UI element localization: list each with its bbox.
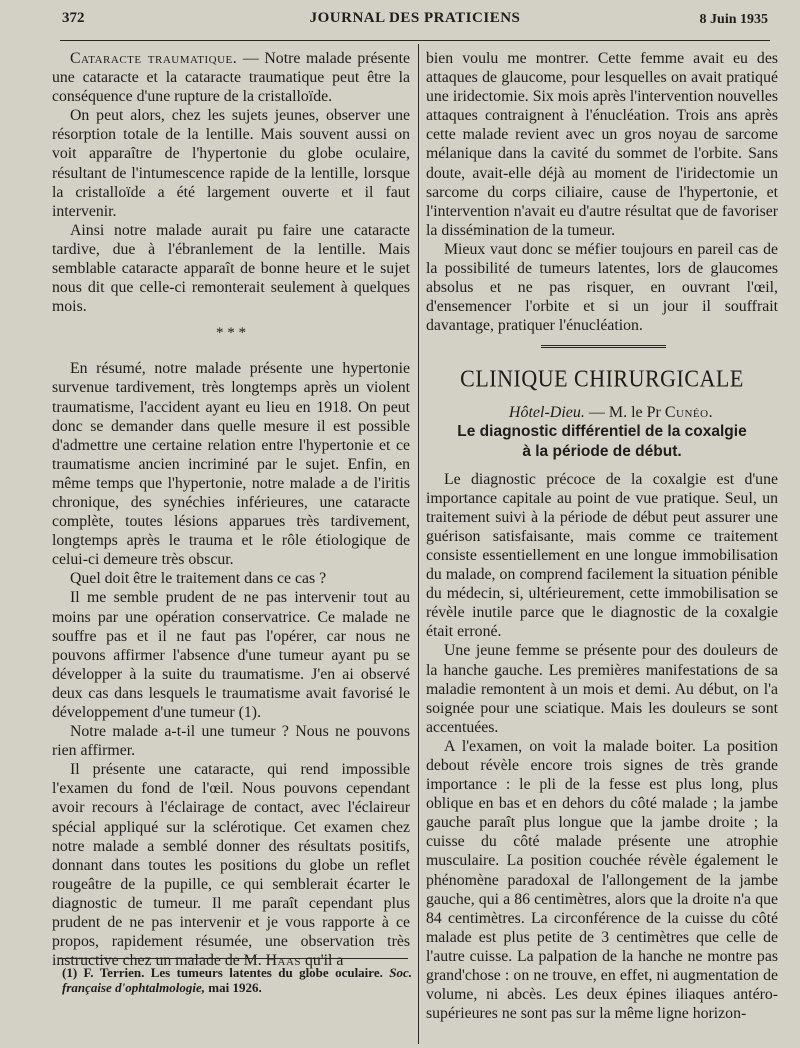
header-rule (60, 40, 770, 41)
issue-date: 8 Juin 1935 (699, 12, 768, 27)
paragraph: Cataracte traumatique. — Notre malade présente une cataracte et la cataracte traumatique peut être la conséquence d'une rupture de la cristalloïde. (52, 50, 410, 106)
lecture-title: Le diagnostic différentiel de la coxalgie à la période de début. (457, 422, 747, 460)
paragraph: En résumé, notre malade présente une hypertonie survenue tardivement, très longtemps après un violent traumatisme, l'accident ayant eu lieu en 1918. On peut donc se demander dans quelle mesure il est possible d'admettre une certaine relation entre l'hypertonie et ce traumatisme ancien incriminé par le sujet. Enfin, en même temps que l'hypertonie, notre malade a de l'iritis chronique, des synéchies inférieures, une cataracte complète, toutes lésions apparues très tardivement, longtemps après le trauma et le rôle étiologique de celui-ci demeure très obscur. (52, 360, 410, 569)
paragraph: bien voulu me montrer. Cette femme avait eu des attaques de glaucome, pour lesquelles on avait pratiqué une iridectomie. Six mois après l'intervention nouvelles attaques contraignent à l'énucléation. Trois ans après cette malade revient avec un gros noyau de sarcome mélanique dans la cavité du sommet de l'orbite. Sans doute, avait-elle déjà au moment de l'iridectomie un sarcome du corps ciliaire, cause de l'hypertonie, et l'intervention n'avait eu d'autre résultat que de favoriser la dissémination de la tumeur. (426, 50, 778, 239)
byline: Hôtel-Dieu. — M. le Pr Cunéo. (508, 403, 714, 421)
running-header (62, 10, 768, 36)
paragraph-heading: Cataracte traumatique. (70, 50, 238, 67)
paragraph: Il présente une cataracte, qui rend impossible l'examen du fond de l'œil. Nous pouvons cependant avoir recours à l'éclairage de contact, avec l'éclaireur spécial appliqué sur la sclérotique. Cet examen chez notre malade a semblé donner des résultats positifs, donnant dans toutes les positions du globe un reflet rougeâtre de la pupille, ce qui semblerait écarter le diagnostic de tumeur. Il me paraît cependant plus prudent de ne pas intervenir et je vous rapporte à ce propos, rapidement résumée, une observation très instructive chez un malade de M. Haas qu'il a (52, 761, 410, 970)
paragraph: Ainsi notre malade aurait pu faire une cataracte tardive, due à l'ébranlement de la lentille. Mais semblable cataracte apparaît de bonne heure et le sujet nous dit que celle-ci remonterait seulement à quelques mois. (52, 221, 410, 316)
paragraph: Il me semble prudent de ne pas intervenir tout au moins par une opération conservatrice. Ce malade ne souffre pas et il ne faut pas l'opérer, car nous ne pouvons affirmer l'absence d'une tumeur ayant pu se développer à la suite du traumatisme. J'en ai observé deux cas dans lesquels le traumatisme avait favorisé le développement d'une tumeur (1). (52, 589, 410, 721)
paragraph: Le diagnostic précoce de la coxalgie est d'une importance capitale au point de vue pratique. Seul, un traitement suivi à la période de début peut assurer une guérison satisfaisante, mais comme ce traitement consiste essentiellement en une longue immobilisation du malade, on comprend facilement la situation pénible du médecin, si, ultérieurement, cette immobilisation se révèle inutile parce que le diagnostic de la coxalgie était erroné. (426, 470, 778, 641)
footnote: (1) F. Terrien. Les tumeurs latentes du globe oculaire. Soc. française d'ophtalmologie, mai 1926. (62, 965, 412, 995)
paragraph: Mieux vaut donc se méfier toujours en pareil cas de la possibilité de tumeurs latentes, lors de glaucomes absolus et ne pas risquer, en ouvrant l'œil, d'ensemencer l'orbite et si un jour il souffrait davantage, pratiquer l'énucléation. (426, 240, 778, 335)
right-column (426, 49, 778, 1023)
section-title: CLINIQUE CHIRURGICALE (460, 365, 744, 393)
paragraph: Quel doit être le traitement dans ce cas ? (70, 570, 327, 588)
paragraph: A l'examen, on voit la malade boiter. La position debout révèle encore trois signes de très grande importance : le pli de la fesse est plus long, plus oblique en bas et en dehors du côté malade ; la jambe gauche paraît plus longue que la jambe droite ; la cuisse du côté malade présente une atrophie musculaire. La position couchée révèle également le phénomène paradoxal de l'allongement de la jambe gauche, qui a 86 centimètres, alors que la droite n'a que 84 centimètres. La circonférence de la cuisse du côté malade est plus petite de 3 centimètres que celle de l'autre cuisse. La palpation de la hanche ne montre pas grand'chose : on ne trouve, en effet, ni augmentation de volume, ni abcès. Les deux épines iliaques antéro-supérieures ne sont pas sur la même ligne horizon- (426, 737, 778, 1023)
footnote-rule (58, 958, 408, 959)
asterism: * * * (216, 325, 246, 342)
section-divider (541, 345, 666, 351)
page-number: 372 (62, 10, 85, 26)
column-divider (418, 44, 419, 1044)
journal-title: JOURNAL DES PRATICIENS (309, 10, 521, 26)
paragraph: Notre malade a-t-il une tumeur ? Nous ne pouvons rien affirmer. (52, 723, 410, 760)
paragraph: Une jeune femme se présente pour des douleurs de la hanche gauche. Les premières manifestations de sa maladie remontent à un mois et demi. Au début, on l'a soignée pour une sciatique. Mais les douleurs se sont accentuées. (426, 642, 778, 736)
author-name: Haas (265, 952, 302, 970)
paragraph: On peut alors, chez les sujets jeunes, observer une résorption totale de la lentille. Mais souvent aussi on voit apparaître de l'hypertonie du globe oculaire, résultant de l'intumescence rapide de la lentille, lorsque la cristalloïde a été largement ouverte et il faut intervenir. (52, 107, 410, 220)
left-column (52, 49, 410, 970)
